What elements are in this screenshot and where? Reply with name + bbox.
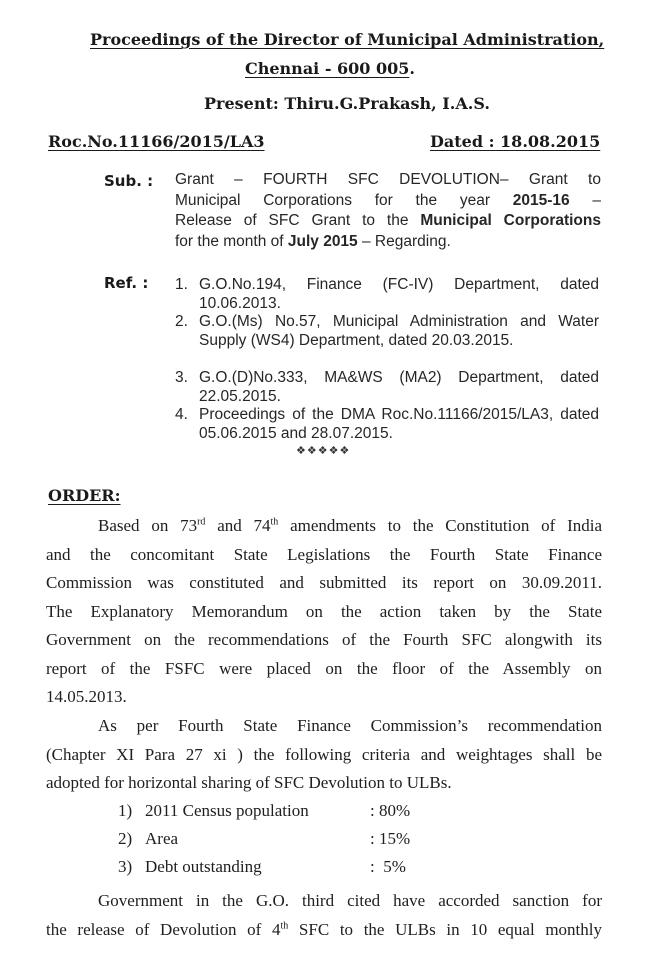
address-text: Chennai - 600 005 bbox=[245, 59, 410, 78]
para1-text-b: and 74 bbox=[205, 516, 271, 535]
criteria-number: 2) bbox=[118, 829, 133, 848]
criteria-value: : 80% bbox=[370, 801, 411, 820]
criteria-value: : 5% bbox=[370, 857, 406, 876]
criteria-value: : 15% bbox=[370, 829, 411, 848]
para1-text-a: Based on 73 bbox=[98, 516, 198, 535]
para1-text-c: amendments to the Constitution of India bbox=[278, 516, 603, 535]
para1-sup-rd: rd bbox=[197, 516, 206, 528]
subject-line-3a: Release of SFC Grant to the bbox=[175, 212, 421, 229]
criteria-label: 2011 Census population bbox=[145, 801, 309, 820]
subject-line-1: Grant – FOURTH SFC DEVOLUTION– Grant to bbox=[175, 171, 601, 188]
para2-line-2: (Chapter XI Para 27 xi ) the following criteria and weightages shall be bbox=[46, 744, 602, 764]
reference-number: 2. bbox=[175, 313, 188, 330]
subject-line-4 bbox=[175, 232, 601, 253]
para1-sup-th: th bbox=[270, 516, 279, 528]
order-date: Dated : 18.08.2015 bbox=[430, 132, 601, 151]
para1-line-3: Commission was constituted and submitted its report on 30.09.2011. bbox=[46, 573, 602, 592]
para2-line-1: As per Fourth State Finance Commission’s recommendation bbox=[98, 716, 602, 735]
reference-text: G.O.(Ms) No.57, Municipal Administration and Water Supply (WS4) Department, dated 20.03.2015. bbox=[199, 313, 599, 349]
reference-text: G.O.(D)No.333, MA&WS (MA2) Department, dated 22.05.2015. bbox=[199, 369, 599, 405]
office-address bbox=[245, 59, 415, 78]
para1-line-4: The Explanatory Memorandum on the action taken by the State bbox=[46, 601, 602, 621]
subject-text bbox=[175, 170, 601, 252]
para3-text-a: the release of Devolution of 4 bbox=[46, 919, 281, 939]
subject-line-4a: for the month of bbox=[175, 232, 288, 250]
para3-line-1: Government in the G.O. third cited have accorded sanction for bbox=[98, 891, 602, 910]
para1-line-7: 14.05.2013. bbox=[46, 687, 127, 706]
reference-text: G.O.No.194, Finance (FC-IV) Department, dated 10.06.2013. bbox=[199, 276, 599, 312]
criteria-number: 1) bbox=[118, 801, 133, 820]
reference-label: Ref. : bbox=[104, 274, 149, 292]
subject-line-2 bbox=[175, 191, 601, 212]
order-paragraph-2 bbox=[46, 712, 602, 798]
criteria-label: Area bbox=[145, 829, 179, 848]
reference-number: 4. bbox=[175, 406, 188, 423]
office-title: Proceedings of the Director of Municipal Administration, bbox=[90, 30, 605, 49]
para1-line-2: and the concomitant State Legislations the Fourth State Finance bbox=[46, 544, 602, 564]
subject-line-2c: – bbox=[569, 191, 601, 209]
subject-corporations: Municipal Corporations bbox=[420, 212, 601, 229]
para1-line-1 bbox=[46, 512, 602, 541]
order-paragraph-3 bbox=[46, 887, 602, 944]
subject-line-2a: Municipal Corporations for the year bbox=[175, 191, 513, 209]
para3-line-2 bbox=[46, 916, 602, 945]
para1-line-6: report of the FSFC were placed on the floor of the Assembly on bbox=[46, 658, 602, 678]
subject-line-4c: – Regarding. bbox=[357, 232, 451, 250]
criteria-label: Debt outstanding bbox=[145, 857, 262, 876]
roc-number: Roc.No.11166/2015/LA3 bbox=[48, 132, 265, 151]
separator-ornament: ❖❖❖❖❖ bbox=[296, 444, 351, 457]
criteria-number: 3) bbox=[118, 857, 133, 876]
order-heading: ORDER: bbox=[48, 486, 121, 505]
subject-line-3 bbox=[175, 211, 601, 232]
order-paragraph-1 bbox=[46, 512, 602, 712]
reference-text: Proceedings of the DMA Roc.No.11166/2015/LA3, dated 05.06.2015 and 28.07.2015. bbox=[199, 406, 599, 442]
present-line: Present: Thiru.G.Prakash, I.A.S. bbox=[204, 94, 490, 113]
para3-sup-th: th bbox=[280, 919, 289, 931]
para3-text-b: SFC to the ULBs in 10 equal monthly bbox=[288, 919, 603, 939]
subject-month: July 2015 bbox=[287, 232, 358, 250]
para1-line-5: Government on the recommendations of the Fourth SFC alongwith its bbox=[46, 630, 602, 649]
address-period: . bbox=[409, 59, 415, 78]
reference-number: 1. bbox=[175, 276, 188, 293]
subject-year: 2015-16 bbox=[512, 191, 570, 209]
subject-label: Sub. : bbox=[104, 172, 154, 190]
para2-line-3: adopted for horizontal sharing of SFC Devolution to ULBs. bbox=[46, 773, 452, 792]
reference-number: 3. bbox=[175, 369, 188, 386]
